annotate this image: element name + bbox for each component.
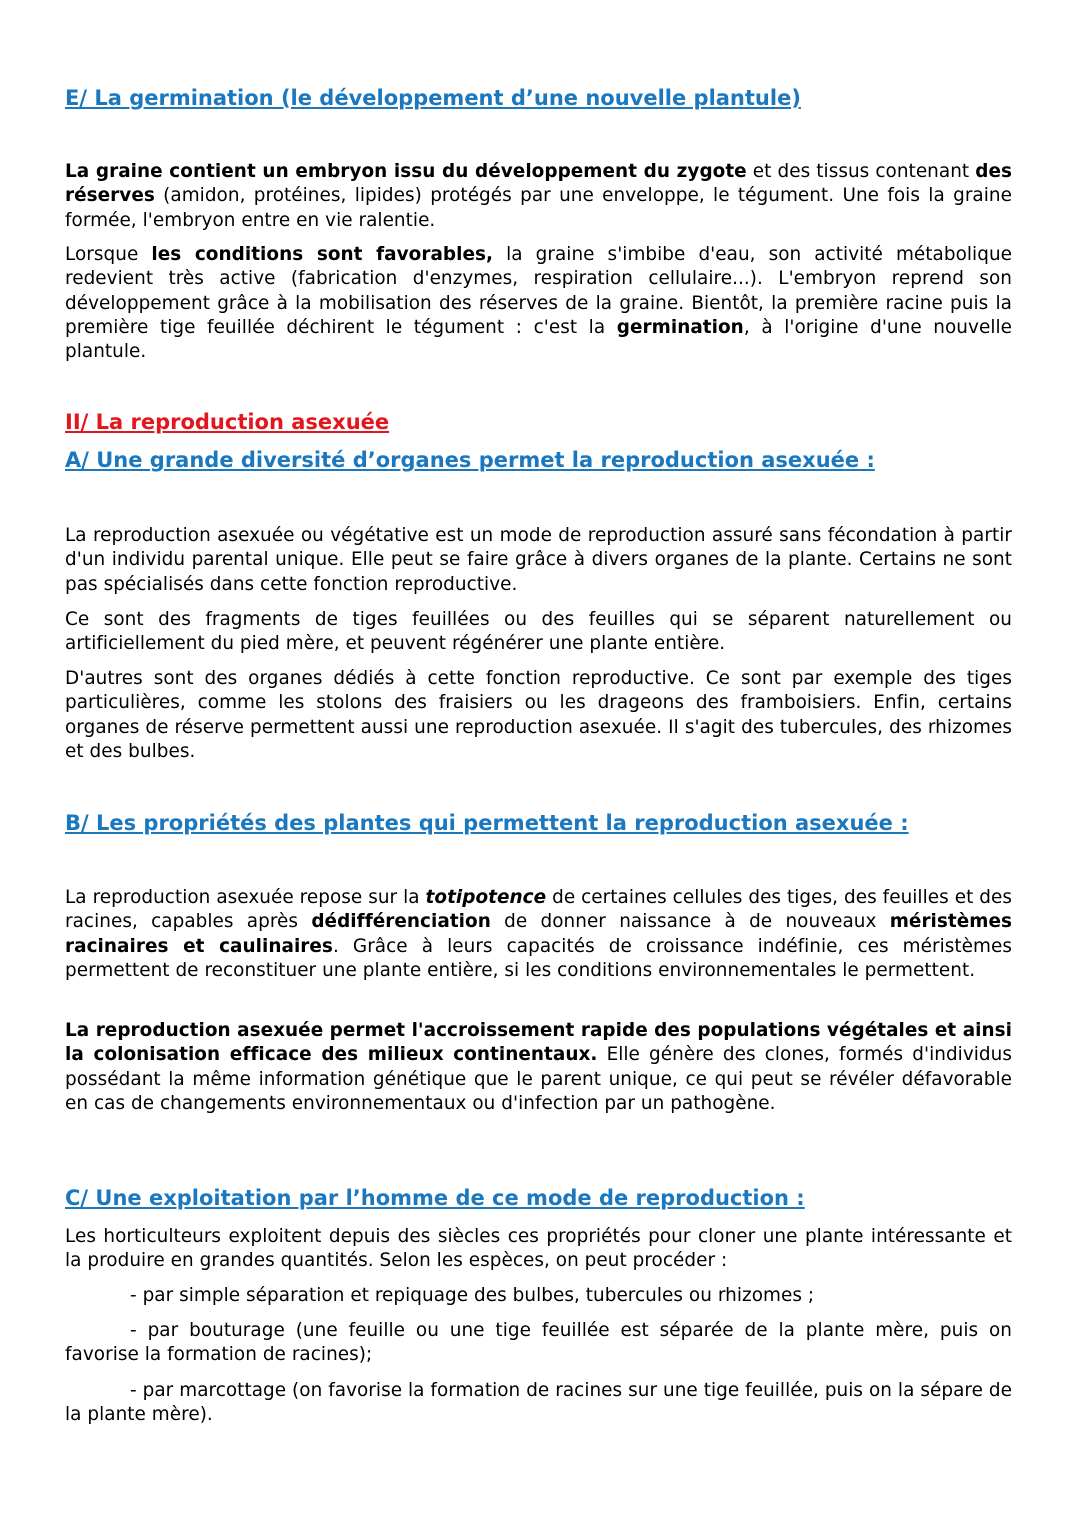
bold-text: La reproduction asexuée permet l'accroissement rapide des populations végétales et ainsi la colonisation efficace des milieux continentaux.	[65, 1020, 1012, 1066]
text-run: Ce sont des fragments de tiges feuillées ou des feuilles qui se séparent naturellement ou artificiellement du pied mère, et peuvent régénérer une plante entière.	[65, 609, 1012, 655]
para-definition	[65, 524, 1012, 597]
heading-reproduction-asexuee: II/ La reproduction asexuée	[65, 410, 390, 434]
heading-diversite-organes: A/ Une grande diversité d’organes permet la reproduction asexuée :	[65, 448, 875, 472]
bold-text: totipotence	[425, 887, 547, 908]
heading-exploitation: C/ Une exploitation par l’homme de ce mode de reproduction :	[65, 1186, 805, 1210]
text-run: - par simple séparation et repiquage des bulbes, tubercules ou rhizomes ;	[130, 1285, 815, 1306]
text-run: - par marcottage (on favorise la formation de racines sur une tige feuillée, puis on la sépare de la plante mère).	[65, 1380, 1012, 1426]
bold-text: dédifférenciation	[311, 911, 491, 933]
text-run: . Grâce à leurs capacités de croissance indéfinie, ces méristèmes permettent de reconstituer une plante entière, si les conditions environnementales le permettent.	[65, 935, 1012, 981]
text-run: de certaines cellules des tiges, des feuilles et des racines, capables après	[65, 887, 1012, 933]
bold-text: La graine contient un embryon issu du développement du zygote	[65, 161, 747, 182]
text-run: la graine s'imbibe d'eau, son activité métabolique redevient très active (fabrication d'enzymes, respiration cellulaire...). L'embryon reprend son développement grâce à la mobilisation des réserves de la graine. Bientôt, la première racine puis la première tige feuillée déchirent le tégument : c'est la	[65, 244, 1013, 338]
list-item-marcottage	[65, 1379, 1012, 1428]
text-run: de donner naissance à de nouveaux	[490, 911, 890, 933]
heading-proprietes: B/ Les propriétés des plantes qui permettent la reproduction asexuée :	[65, 811, 909, 835]
heading-germination: E/ La germination (le développement d’une nouvelle plantule)	[65, 86, 801, 110]
text-run: Les horticulteurs exploitent depuis des siècles ces propriétés pour cloner une plante intéressante et la produire en grandes quantités. Selon les espèces, on peut procéder :	[65, 1226, 1012, 1272]
bold-text: germination	[616, 316, 744, 338]
text-run: D'autres sont des organes dédiés à cette fonction reproductive. Ce sont par exemple des tiges particulières, comme les stolons des fraisiers ou les drageons des framboisiers. Enfin, certains organes de réserve permettent aussi une reproduction asexuée. Il s'agit des tubercules, des rhizomes et des bulbes.	[65, 668, 1012, 762]
text-run: (amidon, protéines, lipides) protégés par une enveloppe, le tégument. Une fois la graine formée, l'embryon entre en vie ralentie.	[65, 185, 1012, 231]
list-item-bouturage	[65, 1319, 1012, 1368]
para-avantages	[65, 1019, 1012, 1116]
bold-text: les conditions sont favorables,	[151, 244, 494, 265]
para-fragments	[65, 608, 1012, 657]
text-run: La reproduction asexuée repose sur la	[65, 887, 426, 908]
bold-text: des réserves	[65, 161, 1012, 207]
bold-text: méristèmes racinaires et caulinaires	[65, 911, 1013, 957]
text-run: , à l'origine d'une nouvelle plantule.	[65, 316, 1012, 363]
text-run: - par bouturage (une feuille ou une tige feuillée est séparée de la plante mère, puis on favorise la formation de racines);	[65, 1320, 1012, 1366]
text-run: Lorsque	[65, 244, 152, 265]
para-graine	[65, 160, 1012, 233]
text-run: La reproduction asexuée ou végétative est un mode de reproduction assuré sans fécondation à partir d'un individu parental unique. Elle peut se faire grâce à divers organes de la plante. Certains ne sont pas spécialisés dans cette fonction reproductive.	[65, 525, 1012, 595]
para-organes-dedies	[65, 667, 1012, 764]
para-conditions	[65, 243, 1012, 364]
para-horticulteurs	[65, 1225, 1012, 1274]
text-run: et des tissus contenant	[746, 161, 976, 182]
list-item-separation	[65, 1284, 1012, 1308]
text-run: Elle génère des clones, formés d'individus possédant la même information génétique que le parent unique, ce qui peut se révéler défavorable en cas de changements environnementaux ou d'infection par un pathogène.	[65, 1044, 1012, 1114]
para-totipotence	[65, 886, 1012, 983]
